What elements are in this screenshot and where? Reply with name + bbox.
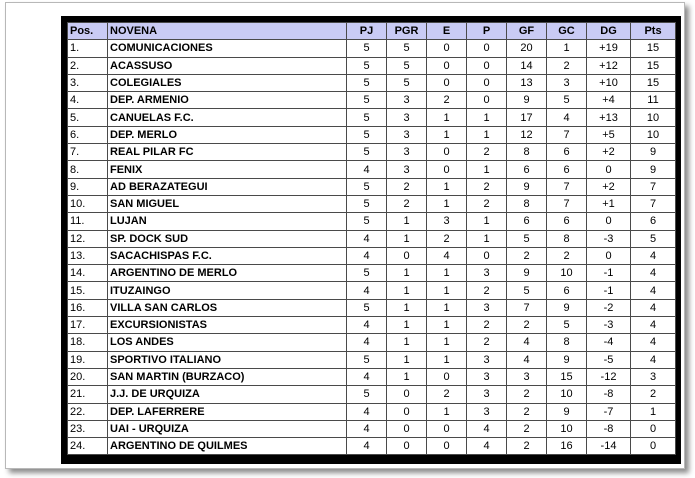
points-cell: 10 bbox=[631, 126, 676, 143]
drawn-cell: 1 bbox=[427, 317, 467, 334]
position-cell: 12. bbox=[68, 230, 108, 247]
played-cell: 4 bbox=[347, 420, 387, 437]
lost-cell: 2 bbox=[467, 282, 507, 299]
goals-for-cell: 8 bbox=[507, 195, 547, 212]
drawn-cell: 1 bbox=[427, 178, 467, 195]
position-cell: 3. bbox=[68, 74, 108, 91]
goals-for-cell: 2 bbox=[507, 386, 547, 403]
points-cell: 15 bbox=[631, 57, 676, 74]
table-row bbox=[68, 92, 676, 109]
played-cell: 5 bbox=[347, 74, 387, 91]
played-cell: 5 bbox=[347, 351, 387, 368]
won-cell: 3 bbox=[387, 126, 427, 143]
table-row bbox=[68, 213, 676, 230]
goals-against-cell: 6 bbox=[547, 144, 587, 161]
goal-difference-cell: 0 bbox=[587, 247, 631, 264]
team-name-cell: COLEGIALES bbox=[108, 74, 347, 91]
points-cell: 6 bbox=[631, 213, 676, 230]
col-header-p: P bbox=[467, 23, 507, 40]
col-header-pts: Pts bbox=[631, 23, 676, 40]
won-cell: 2 bbox=[387, 195, 427, 212]
goals-for-cell: 2 bbox=[507, 403, 547, 420]
goals-against-cell: 9 bbox=[547, 351, 587, 368]
goals-for-cell: 2 bbox=[507, 420, 547, 437]
lost-cell: 0 bbox=[467, 74, 507, 91]
played-cell: 5 bbox=[347, 195, 387, 212]
goals-against-cell: 5 bbox=[547, 92, 587, 109]
position-cell: 2. bbox=[68, 57, 108, 74]
drawn-cell: 1 bbox=[427, 299, 467, 316]
goals-for-cell: 2 bbox=[507, 438, 547, 455]
played-cell: 5 bbox=[347, 299, 387, 316]
goals-for-cell: 4 bbox=[507, 334, 547, 351]
position-cell: 19. bbox=[68, 351, 108, 368]
points-cell: 9 bbox=[631, 144, 676, 161]
goals-against-cell: 8 bbox=[547, 334, 587, 351]
won-cell: 1 bbox=[387, 317, 427, 334]
goal-difference-cell: -1 bbox=[587, 282, 631, 299]
table-row bbox=[68, 420, 676, 437]
won-cell: 5 bbox=[387, 40, 427, 57]
points-cell: 0 bbox=[631, 420, 676, 437]
table-row bbox=[68, 109, 676, 126]
goal-difference-cell: 0 bbox=[587, 213, 631, 230]
goals-for-cell: 12 bbox=[507, 126, 547, 143]
played-cell: 4 bbox=[347, 368, 387, 385]
position-cell: 14. bbox=[68, 265, 108, 282]
goals-against-cell: 7 bbox=[547, 195, 587, 212]
col-header-team: NOVENA bbox=[108, 23, 347, 40]
col-header-gc: GC bbox=[547, 23, 587, 40]
drawn-cell: 0 bbox=[427, 144, 467, 161]
team-name-cell: LOS ANDES bbox=[108, 334, 347, 351]
team-name-cell: FENIX bbox=[108, 161, 347, 178]
goals-for-cell: 5 bbox=[507, 282, 547, 299]
goal-difference-cell: -4 bbox=[587, 334, 631, 351]
table-row bbox=[68, 265, 676, 282]
won-cell: 1 bbox=[387, 230, 427, 247]
goals-against-cell: 3 bbox=[547, 74, 587, 91]
goals-against-cell: 16 bbox=[547, 438, 587, 455]
table-row bbox=[68, 386, 676, 403]
team-name-cell: UAI - URQUIZA bbox=[108, 420, 347, 437]
lost-cell: 3 bbox=[467, 386, 507, 403]
won-cell: 0 bbox=[387, 438, 427, 455]
goal-difference-cell: -7 bbox=[587, 403, 631, 420]
played-cell: 5 bbox=[347, 40, 387, 57]
goals-against-cell: 1 bbox=[547, 40, 587, 57]
points-cell: 4 bbox=[631, 282, 676, 299]
won-cell: 3 bbox=[387, 109, 427, 126]
won-cell: 3 bbox=[387, 161, 427, 178]
team-name-cell: DEP. ARMENIO bbox=[108, 92, 347, 109]
goal-difference-cell: +10 bbox=[587, 74, 631, 91]
goals-for-cell: 9 bbox=[507, 265, 547, 282]
goal-difference-cell: +12 bbox=[587, 57, 631, 74]
team-name-cell: SAN MARTIN (BURZACO) bbox=[108, 368, 347, 385]
goals-for-cell: 7 bbox=[507, 299, 547, 316]
won-cell: 1 bbox=[387, 282, 427, 299]
table-row bbox=[68, 178, 676, 195]
team-name-cell: SPORTIVO ITALIANO bbox=[108, 351, 347, 368]
goals-for-cell: 5 bbox=[507, 230, 547, 247]
goals-for-cell: 9 bbox=[507, 92, 547, 109]
goal-difference-cell: -8 bbox=[587, 420, 631, 437]
lost-cell: 3 bbox=[467, 403, 507, 420]
goals-against-cell: 10 bbox=[547, 386, 587, 403]
lost-cell: 1 bbox=[467, 126, 507, 143]
won-cell: 1 bbox=[387, 299, 427, 316]
position-cell: 24. bbox=[68, 438, 108, 455]
won-cell: 3 bbox=[387, 92, 427, 109]
position-cell: 6. bbox=[68, 126, 108, 143]
played-cell: 4 bbox=[347, 247, 387, 264]
played-cell: 4 bbox=[347, 317, 387, 334]
drawn-cell: 0 bbox=[427, 438, 467, 455]
table-row bbox=[68, 247, 676, 264]
lost-cell: 2 bbox=[467, 178, 507, 195]
team-name-cell: AD BERAZATEGUI bbox=[108, 178, 347, 195]
lost-cell: 1 bbox=[467, 161, 507, 178]
played-cell: 4 bbox=[347, 282, 387, 299]
goals-against-cell: 9 bbox=[547, 403, 587, 420]
team-name-cell: SP. DOCK SUD bbox=[108, 230, 347, 247]
won-cell: 1 bbox=[387, 351, 427, 368]
points-cell: 4 bbox=[631, 247, 676, 264]
lost-cell: 3 bbox=[467, 265, 507, 282]
goal-difference-cell: +13 bbox=[587, 109, 631, 126]
lost-cell: 4 bbox=[467, 420, 507, 437]
lost-cell: 3 bbox=[467, 299, 507, 316]
team-name-cell: LUJAN bbox=[108, 213, 347, 230]
table-row bbox=[68, 282, 676, 299]
lost-cell: 0 bbox=[467, 247, 507, 264]
won-cell: 1 bbox=[387, 213, 427, 230]
table-row bbox=[68, 368, 676, 385]
lost-cell: 1 bbox=[467, 109, 507, 126]
drawn-cell: 1 bbox=[427, 126, 467, 143]
image-frame bbox=[5, 2, 685, 469]
points-cell: 9 bbox=[631, 161, 676, 178]
col-header-pj: PJ bbox=[347, 23, 387, 40]
won-cell: 1 bbox=[387, 368, 427, 385]
goal-difference-cell: -2 bbox=[587, 299, 631, 316]
table-panel bbox=[61, 16, 681, 464]
team-name-cell: ACASSUSO bbox=[108, 57, 347, 74]
drawn-cell: 0 bbox=[427, 368, 467, 385]
team-name-cell: REAL PILAR FC bbox=[108, 144, 347, 161]
position-cell: 7. bbox=[68, 144, 108, 161]
position-cell: 4. bbox=[68, 92, 108, 109]
table-row bbox=[68, 438, 676, 455]
drawn-cell: 1 bbox=[427, 282, 467, 299]
standings-body bbox=[68, 40, 676, 455]
played-cell: 5 bbox=[347, 126, 387, 143]
points-cell: 5 bbox=[631, 230, 676, 247]
lost-cell: 3 bbox=[467, 368, 507, 385]
goal-difference-cell: +5 bbox=[587, 126, 631, 143]
table-row bbox=[68, 403, 676, 420]
won-cell: 0 bbox=[387, 420, 427, 437]
drawn-cell: 2 bbox=[427, 230, 467, 247]
table-row bbox=[68, 299, 676, 316]
position-cell: 13. bbox=[68, 247, 108, 264]
drawn-cell: 1 bbox=[427, 403, 467, 420]
points-cell: 3 bbox=[631, 368, 676, 385]
position-cell: 23. bbox=[68, 420, 108, 437]
played-cell: 5 bbox=[347, 92, 387, 109]
position-cell: 17. bbox=[68, 317, 108, 334]
goals-for-cell: 2 bbox=[507, 317, 547, 334]
won-cell: 5 bbox=[387, 57, 427, 74]
played-cell: 5 bbox=[347, 144, 387, 161]
points-cell: 1 bbox=[631, 403, 676, 420]
table-row bbox=[68, 195, 676, 212]
goals-for-cell: 17 bbox=[507, 109, 547, 126]
team-name-cell: DEP. MERLO bbox=[108, 126, 347, 143]
drawn-cell: 1 bbox=[427, 265, 467, 282]
goals-against-cell: 2 bbox=[547, 247, 587, 264]
goal-difference-cell: -1 bbox=[587, 265, 631, 282]
goal-difference-cell: -12 bbox=[587, 368, 631, 385]
goals-against-cell: 6 bbox=[547, 282, 587, 299]
points-cell: 11 bbox=[631, 92, 676, 109]
points-cell: 2 bbox=[631, 386, 676, 403]
drawn-cell: 2 bbox=[427, 92, 467, 109]
position-cell: 15. bbox=[68, 282, 108, 299]
drawn-cell: 1 bbox=[427, 195, 467, 212]
played-cell: 5 bbox=[347, 109, 387, 126]
col-header-pos: Pos. bbox=[68, 23, 108, 40]
drawn-cell: 4 bbox=[427, 247, 467, 264]
goal-difference-cell: -5 bbox=[587, 351, 631, 368]
drawn-cell: 3 bbox=[427, 213, 467, 230]
points-cell: 15 bbox=[631, 74, 676, 91]
goal-difference-cell: -14 bbox=[587, 438, 631, 455]
team-name-cell: VILLA SAN CARLOS bbox=[108, 299, 347, 316]
position-cell: 8. bbox=[68, 161, 108, 178]
lost-cell: 2 bbox=[467, 334, 507, 351]
col-header-pgr: PGR bbox=[387, 23, 427, 40]
goal-difference-cell: +1 bbox=[587, 195, 631, 212]
goals-against-cell: 4 bbox=[547, 109, 587, 126]
lost-cell: 0 bbox=[467, 40, 507, 57]
table-row bbox=[68, 144, 676, 161]
goals-for-cell: 3 bbox=[507, 368, 547, 385]
table-row bbox=[68, 74, 676, 91]
played-cell: 4 bbox=[347, 334, 387, 351]
position-cell: 1. bbox=[68, 40, 108, 57]
goal-difference-cell: +2 bbox=[587, 144, 631, 161]
table-row bbox=[68, 230, 676, 247]
drawn-cell: 0 bbox=[427, 74, 467, 91]
lost-cell: 2 bbox=[467, 317, 507, 334]
lost-cell: 3 bbox=[467, 351, 507, 368]
points-cell: 0 bbox=[631, 438, 676, 455]
team-name-cell: DEP. LAFERRERE bbox=[108, 403, 347, 420]
goals-against-cell: 2 bbox=[547, 57, 587, 74]
team-name-cell: ARGENTINO DE MERLO bbox=[108, 265, 347, 282]
col-header-dg: DG bbox=[587, 23, 631, 40]
team-name-cell: COMUNICACIONES bbox=[108, 40, 347, 57]
played-cell: 5 bbox=[347, 57, 387, 74]
drawn-cell: 1 bbox=[427, 109, 467, 126]
position-cell: 22. bbox=[68, 403, 108, 420]
goals-against-cell: 6 bbox=[547, 213, 587, 230]
team-name-cell: ITUZAINGO bbox=[108, 282, 347, 299]
goals-for-cell: 6 bbox=[507, 213, 547, 230]
goal-difference-cell: +19 bbox=[587, 40, 631, 57]
goal-difference-cell: -3 bbox=[587, 317, 631, 334]
won-cell: 1 bbox=[387, 334, 427, 351]
goals-against-cell: 7 bbox=[547, 178, 587, 195]
won-cell: 0 bbox=[387, 247, 427, 264]
team-name-cell: CANUELAS F.C. bbox=[108, 109, 347, 126]
points-cell: 4 bbox=[631, 265, 676, 282]
won-cell: 5 bbox=[387, 74, 427, 91]
won-cell: 1 bbox=[387, 265, 427, 282]
table-row bbox=[68, 351, 676, 368]
team-name-cell: SACACHISPAS F.C. bbox=[108, 247, 347, 264]
played-cell: 5 bbox=[347, 213, 387, 230]
won-cell: 2 bbox=[387, 178, 427, 195]
played-cell: 4 bbox=[347, 230, 387, 247]
points-cell: 7 bbox=[631, 195, 676, 212]
points-cell: 4 bbox=[631, 299, 676, 316]
position-cell: 21. bbox=[68, 386, 108, 403]
position-cell: 11. bbox=[68, 213, 108, 230]
goals-for-cell: 8 bbox=[507, 144, 547, 161]
goals-for-cell: 9 bbox=[507, 178, 547, 195]
drawn-cell: 0 bbox=[427, 420, 467, 437]
table-row bbox=[68, 317, 676, 334]
goals-for-cell: 13 bbox=[507, 74, 547, 91]
won-cell: 3 bbox=[387, 144, 427, 161]
goals-for-cell: 20 bbox=[507, 40, 547, 57]
goal-difference-cell: +4 bbox=[587, 92, 631, 109]
goals-against-cell: 9 bbox=[547, 299, 587, 316]
goals-for-cell: 6 bbox=[507, 161, 547, 178]
goal-difference-cell: -8 bbox=[587, 386, 631, 403]
played-cell: 4 bbox=[347, 161, 387, 178]
goals-for-cell: 4 bbox=[507, 351, 547, 368]
played-cell: 5 bbox=[347, 178, 387, 195]
position-cell: 20. bbox=[68, 368, 108, 385]
team-name-cell: ARGENTINO DE QUILMES bbox=[108, 438, 347, 455]
drawn-cell: 0 bbox=[427, 40, 467, 57]
lost-cell: 0 bbox=[467, 92, 507, 109]
points-cell: 4 bbox=[631, 334, 676, 351]
points-cell: 4 bbox=[631, 317, 676, 334]
table-row bbox=[68, 334, 676, 351]
lost-cell: 2 bbox=[467, 195, 507, 212]
position-cell: 18. bbox=[68, 334, 108, 351]
drawn-cell: 1 bbox=[427, 351, 467, 368]
table-row bbox=[68, 57, 676, 74]
points-cell: 7 bbox=[631, 178, 676, 195]
team-name-cell: SAN MIGUEL bbox=[108, 195, 347, 212]
goals-against-cell: 5 bbox=[547, 317, 587, 334]
table-row bbox=[68, 40, 676, 57]
position-cell: 16. bbox=[68, 299, 108, 316]
goals-against-cell: 7 bbox=[547, 126, 587, 143]
team-name-cell: J.J. DE URQUIZA bbox=[108, 386, 347, 403]
won-cell: 0 bbox=[387, 386, 427, 403]
played-cell: 4 bbox=[347, 403, 387, 420]
points-cell: 10 bbox=[631, 109, 676, 126]
played-cell: 5 bbox=[347, 386, 387, 403]
goals-against-cell: 15 bbox=[547, 368, 587, 385]
col-header-e: E bbox=[427, 23, 467, 40]
goal-difference-cell: +2 bbox=[587, 178, 631, 195]
position-cell: 9. bbox=[68, 178, 108, 195]
goals-against-cell: 6 bbox=[547, 161, 587, 178]
lost-cell: 0 bbox=[467, 57, 507, 74]
lost-cell: 1 bbox=[467, 230, 507, 247]
points-cell: 15 bbox=[631, 40, 676, 57]
header-row bbox=[68, 23, 676, 40]
lost-cell: 4 bbox=[467, 438, 507, 455]
drawn-cell: 2 bbox=[427, 386, 467, 403]
team-name-cell: EXCURSIONISTAS bbox=[108, 317, 347, 334]
played-cell: 4 bbox=[347, 438, 387, 455]
goal-difference-cell: -3 bbox=[587, 230, 631, 247]
lost-cell: 1 bbox=[467, 213, 507, 230]
played-cell: 5 bbox=[347, 265, 387, 282]
position-cell: 5. bbox=[68, 109, 108, 126]
goals-for-cell: 2 bbox=[507, 247, 547, 264]
drawn-cell: 1 bbox=[427, 334, 467, 351]
goals-against-cell: 8 bbox=[547, 230, 587, 247]
position-cell: 10. bbox=[68, 195, 108, 212]
goals-for-cell: 14 bbox=[507, 57, 547, 74]
goal-difference-cell: 0 bbox=[587, 161, 631, 178]
standings-table bbox=[67, 22, 676, 455]
won-cell: 0 bbox=[387, 403, 427, 420]
points-cell: 4 bbox=[631, 351, 676, 368]
drawn-cell: 0 bbox=[427, 57, 467, 74]
goals-against-cell: 10 bbox=[547, 420, 587, 437]
table-row bbox=[68, 161, 676, 178]
table-row bbox=[68, 126, 676, 143]
goals-against-cell: 10 bbox=[547, 265, 587, 282]
drawn-cell: 0 bbox=[427, 161, 467, 178]
col-header-gf: GF bbox=[507, 23, 547, 40]
lost-cell: 2 bbox=[467, 144, 507, 161]
